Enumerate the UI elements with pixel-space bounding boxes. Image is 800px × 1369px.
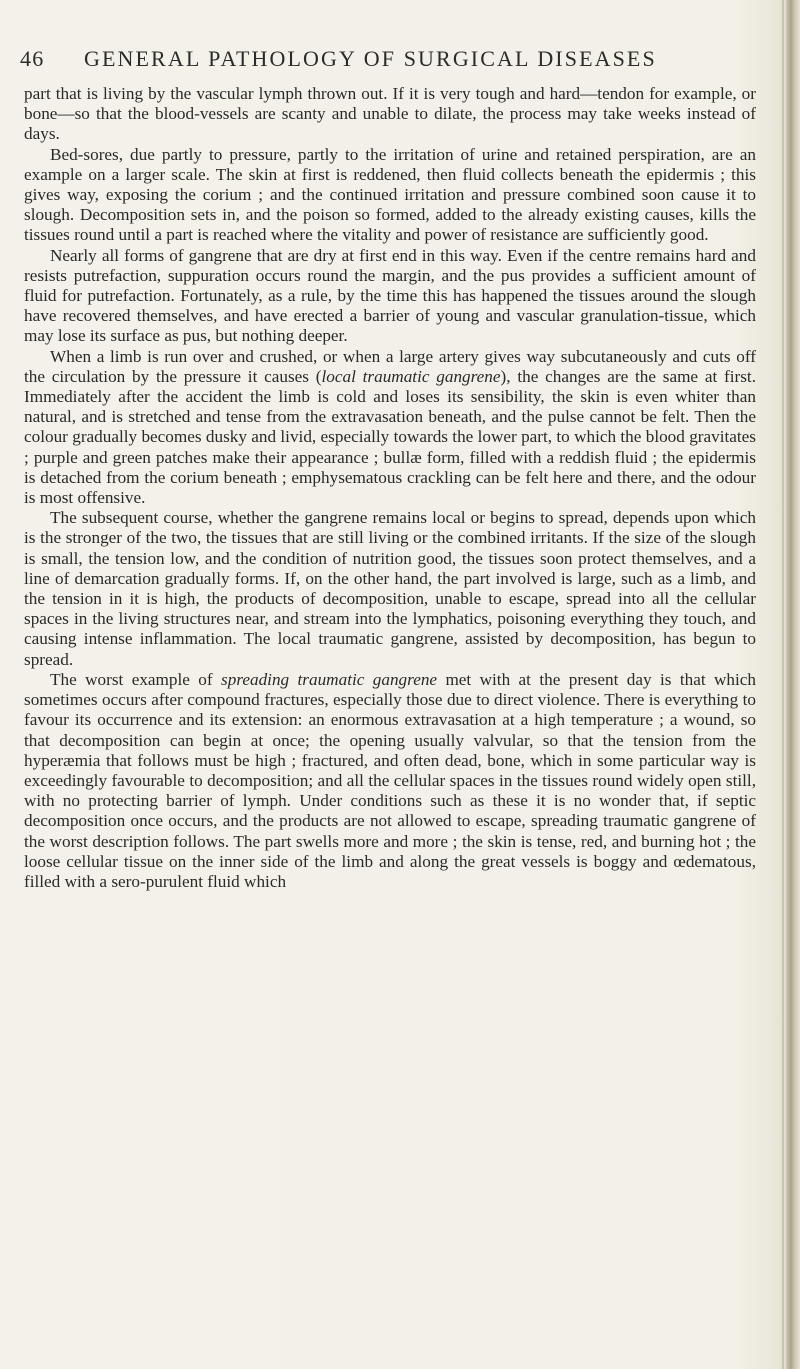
page-edge	[786, 0, 800, 1369]
body-text	[24, 84, 756, 892]
paragraph-text: ), the changes are the same at first. Immediately after the accident the limb is cold and loses its sensibility, the skin is even whiter than natural, and is stretched and tense from the extravasation beneath, and the pulse cannot be felt. Then the colour gradually becomes dusky and livid, especially towards the lower part, to which the blood gravitates ; purple and green patches make their appearance ; bullæ form, filled with a reddish fluid ; the epidermis is detached from the corium beneath ; emphysematous crackling can be felt here and there, and the odour is most offensive.	[24, 366, 756, 508]
paragraph-text: When a limb is run over and crushed, or when a large artery gives way subcutaneously and cuts off the circulation by the pressure it causes (	[24, 346, 756, 386]
italic-term: spreading traumatic gangrene	[221, 669, 438, 689]
italic-term: local traumatic gangrene	[321, 366, 501, 386]
paragraph-dry-gangrene: Nearly all forms of gangrene that are dry at first end in this way. Even if the centre remains hard and resists putrefaction, suppuration occurs round the margin, and the pus provides a sufficient amount of fluid for putrefaction. Fortunately, as a rule, by the time this has happened the tissues around the slough have recovered themselves, and have erected a barrier of young and vascular granulation-tissue, which may lose its surface as pus, but nothing deeper.	[24, 245, 756, 346]
page-fold-shadow	[782, 0, 784, 1369]
paragraph-bed-sores: Bed-sores, due partly to pressure, partly to the irritation of urine and retained perspiration, are an example on a larger scale. The skin at first is reddened, then fluid collects beneath the epidermis ; this gives way, exposing the corium ; and the continued irritation and pressure combined soon cause it to slough. Decomposition sets in, and the poison so formed, added to the already existing causes, kills the tissues round until a part is reached where the vitality and power of resistance are sufficiently good.	[24, 144, 756, 245]
running-header	[20, 46, 760, 72]
paragraph-text: met with at the present day is that which sometimes occurs after compound fractures, especially those due to direct violence. There is everything to favour its occurrence and its extension: an enormous extravasation at a high temperature ; a wound, so that decomposition can begin at once; the opening usually valvular, so that the tension from the hyperæmia that follows must be high ; fractured, and often dead, bone, which in some particular way is exceedingly favourable to decomposition; and all the cellular spaces in the tissues round widely open still, with no protecting barrier of lymph. Under conditions such as these it is no wonder that, if septic decomposition once occurs, and the products are not allowed to escape, spreading traumatic gangrene of the worst description follows. The part swells more and more ; the skin is tense, red, and burning hot ; the loose cellular tissue on the inner side of the limb and along the great vessels is boggy and œdematous, filled with a sero-purulent fluid which	[24, 669, 757, 891]
paragraph-spreading-gangrene	[24, 670, 756, 892]
paragraph-1: part that is living by the vascular lymph thrown out. If it is very tough and hard—tendon for example, or bone—so that the blood-vessels are scanty and unable to dilate, the process may take weeks instead of days.	[24, 84, 756, 144]
page-number: 46	[20, 46, 45, 71]
paragraph-subsequent-course: The subsequent course, whether the gangrene remains local or begins to spread, depends upon which is the stronger of the two, the tissues that are still living or the combined irritants. If the size of the slough is small, the tension low, and the condition of nutrition good, the tissues soon protect themselves, and a line of demarcation gradually forms. If, on the other hand, the part involved is large, such as a limb, and the tension in it is high, the products of decomposition, unable to escape, spread into all the cellular spaces in the living structures near, and stream into the lymphatics, poisoning everything they touch, and causing intense inflammation. The local traumatic gangrene, assisted by decomposition, has begun to spread.	[24, 508, 756, 669]
paragraph-text: The worst example of	[50, 669, 222, 689]
paragraph-local-traumatic-gangrene	[24, 347, 756, 509]
running-title: GENERAL PATHOLOGY OF SURGICAL DISEASES	[84, 46, 657, 71]
